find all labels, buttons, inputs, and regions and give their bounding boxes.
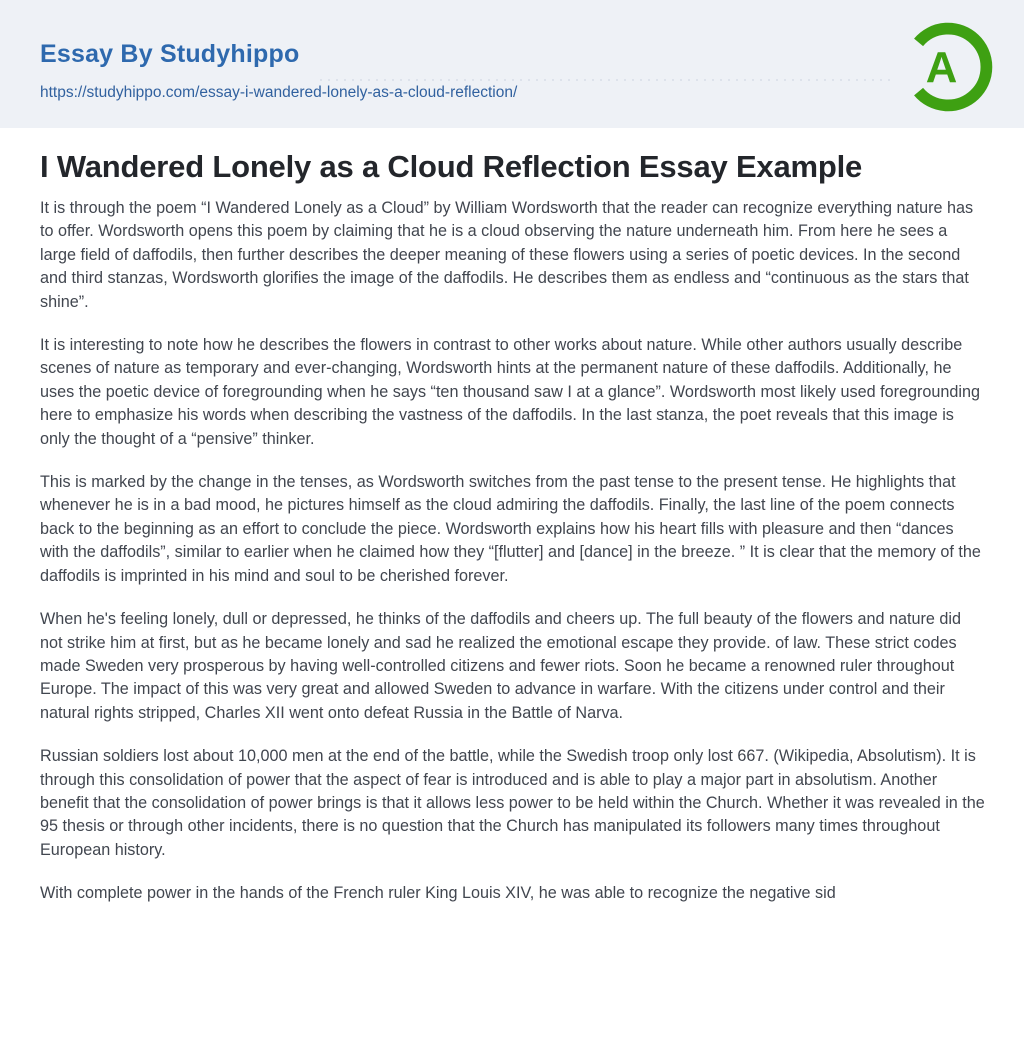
site-title: Essay By Studyhippo [40, 40, 300, 68]
source-url-link[interactable]: https://studyhippo.com/essay-i-wandered-lonely-as-a-cloud-reflection/ [40, 84, 518, 101]
essay-paragraph: It is through the poem “I Wandered Lonely as a Cloud” by William Wordsworth that the reader can recognize everything nature has to offer. Wordsworth opens this poem by claiming that he is a cloud observing the nature underneath him. From here he sees a large field of daffodils, then further describes the deeper meaning of these flowers using a series of poetic devices. In the second and third stanzas, Wordsworth glorifies the image of the daffodils. He describes them as endless and “continuous as the stars that shine”. [40, 199, 974, 311]
essay-paragraph: It is interesting to note how he describes the flowers in contrast to other works about nature. While other authors usually describe scenes of nature as temporary and ever-changing, Wordsworth hints at the permanent nature of these daffodils. Additionally, he uses the poetic device of foregrounding when he says “ten thousand saw I at a glance”. Wordsworth most likely used foregrounding here to emphasize his words when describing the vastness of the daffodils. In the last stanza, the poet reveals that this image is only the thought of a “pensive” thinker. [40, 336, 981, 448]
dotted-divider [320, 79, 890, 81]
page-header [0, 0, 1024, 128]
essay-content [0, 149, 1024, 906]
essay-paragraph: Russian soldiers lost about 10,000 men at the end of the battle, while the Swedish troop only lost 667. (Wikipedia, Absolutism). It is through this consolidation of power that the aspect of fear is introduced and is able to play a major part in absolutism. Another benefit that the consolidation of power brings is that it allows less power to be held within the Church. Whether it was revealed in the 95 thesis or through other incidents, there is no question that the Church has manipulated its followers many times throughout European history. [40, 747, 985, 859]
essay-paragraph: With complete power in the hands of the French ruler King Louis XIV, he was able to recognize the negative sid [40, 884, 836, 903]
article-body [40, 197, 985, 906]
studyhippo-logo [900, 19, 996, 115]
essay-paragraph: This is marked by the change in the tenses, as Wordsworth switches from the past tense to the present tense. He highlights that whenever he is in a bad mood, he pictures himself as the cloud admiring the daffodils. Finally, the last line of the poem connects back to the beginning as an effort to conclude the piece. Wordsworth explains how his heart fills with pleasure and then “dances with the daffodils”, similar to earlier when he claimed how they “[flutter] and [dance] in the breeze. ” It is clear that the memory of the daffodils is imprinted in his mind and soul to be cherished forever. [40, 473, 981, 585]
essay-paragraph: When he's feeling lonely, dull or depressed, he thinks of the daffodils and cheers up. The full beauty of the flowers and nature did not strike him at first, but as he became lonely and sad he realized the emotional escape they provide. of law. These strict codes made Sweden very prosperous by having well-controlled citizens and fewer riots. Soon he became a renowned ruler throughout Europe. The impact of this was very great and allowed Sweden to advance in warfare. With the citizens under control and their natural rights stripped, Charles XII went onto defeat Russia in the Battle of Narva. [40, 610, 961, 722]
logo-letter: A [925, 42, 958, 92]
logo-arc-icon [900, 19, 996, 115]
article-title: I Wandered Lonely as a Cloud Reflection Essay Example [40, 149, 863, 184]
